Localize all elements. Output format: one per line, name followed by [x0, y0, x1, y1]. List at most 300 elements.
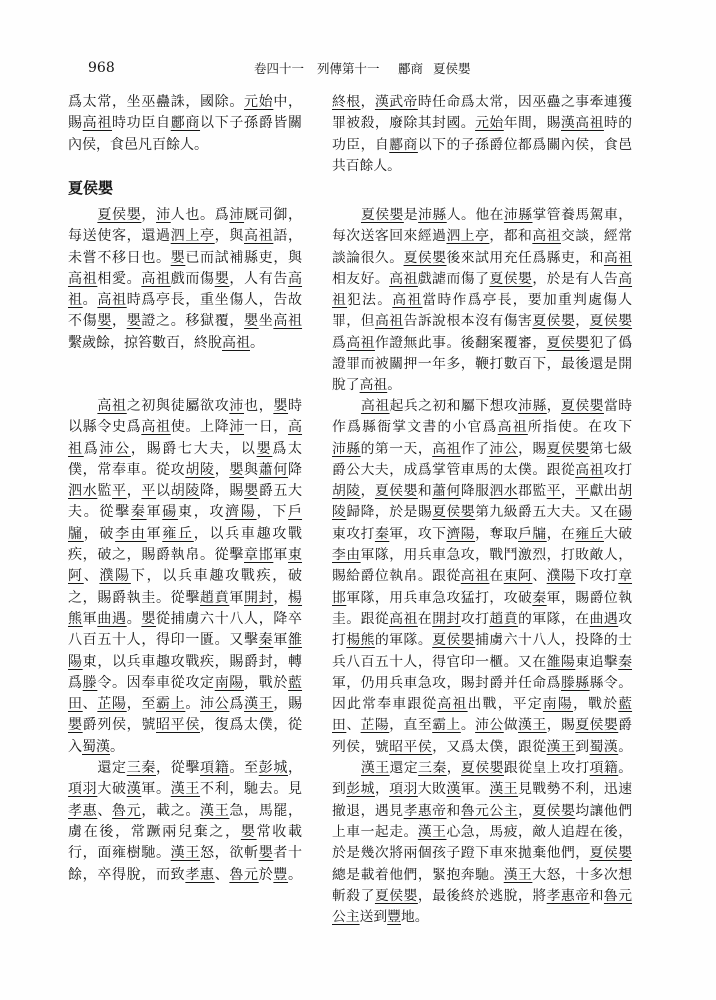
text-run: ，賜: [273, 696, 303, 713]
text-run: 告訴說根本沒有傷害: [403, 313, 533, 330]
proper-name: 夏侯嬰: [374, 887, 418, 904]
proper-name: 高祖: [432, 440, 461, 457]
text-line: [68, 673, 302, 694]
text-run: 到: [332, 781, 347, 798]
text-run: 行，面雍樹馳。: [68, 845, 171, 862]
proper-name: 芷陽: [97, 696, 127, 713]
text-run: ，戰於: [244, 674, 289, 691]
text-run: 時任命爲太常，因巫蠱之事牽連獲: [417, 94, 633, 110]
text-run: 大敗: [417, 781, 447, 798]
proper-name: 高祖: [97, 292, 127, 309]
proper-name: 嬰: [240, 823, 257, 840]
text-run: 起兵之初和屬下想攻: [389, 398, 519, 414]
proper-name: 沛公: [475, 717, 504, 734]
text-run: 軍，仍用兵車急攻，賜封爵并任命爲: [332, 674, 561, 691]
text-block: [332, 205, 632, 397]
text-block: [68, 205, 302, 354]
text-run: 罪，但: [332, 313, 375, 330]
proper-name: 沛縣: [518, 398, 547, 414]
text-run: ，: [446, 760, 462, 777]
proper-name: 陽: [68, 653, 83, 670]
proper-name: 高祖: [389, 610, 418, 627]
text-line: [68, 248, 302, 269]
text-line: [68, 715, 302, 736]
text-run: 軍: [273, 547, 289, 564]
text-line: [332, 481, 632, 502]
text-line: [68, 396, 302, 417]
text-run: 軍。: [141, 781, 171, 798]
text-line: [68, 439, 302, 460]
proper-name: 東阿: [503, 568, 533, 585]
text-run: ，賜爵七大夫，以: [130, 440, 257, 457]
text-run: 戲而傷: [170, 270, 215, 287]
text-line: [332, 113, 632, 134]
text-line: [332, 333, 632, 354]
text-run: 地。: [400, 909, 429, 926]
proper-name: 高祖: [392, 292, 423, 309]
text-line: [68, 630, 302, 651]
proper-name: 田: [332, 717, 347, 734]
text-run: 軍隊，用兵車急攻猛打，攻破: [346, 589, 533, 606]
proper-name: 沛: [229, 398, 245, 414]
text-line: [68, 652, 302, 673]
proper-name: 蜀漢: [82, 738, 110, 755]
text-run: 是: [403, 207, 419, 223]
proper-name: 碭: [162, 504, 179, 521]
text-run: 、: [532, 568, 547, 585]
text-run: 爵: [618, 717, 633, 734]
text-run: 掌管養馬駕車，: [532, 207, 633, 223]
text-run: 因此常奉車跟從: [332, 696, 438, 713]
text-line: [332, 801, 632, 822]
proper-name: 豐: [387, 909, 401, 926]
text-run: 。: [460, 717, 476, 734]
text-run: 心急，馬疲，敵人追趕在後，: [446, 823, 633, 840]
text-run: 見戰勢不利，迅速: [518, 781, 633, 798]
text-run: 。: [618, 760, 633, 777]
text-line: [68, 417, 302, 438]
text-run: 降: [288, 461, 303, 478]
proper-name: 章: [618, 568, 633, 585]
text-run: ，: [360, 483, 375, 500]
proper-name: 昭平侯: [156, 717, 201, 734]
text-run: 監: [97, 483, 113, 500]
text-run: 人。他在: [446, 207, 504, 223]
text-run: 和: [446, 802, 461, 819]
proper-name: 漢: [126, 781, 142, 798]
text-run: ，: [214, 461, 230, 478]
proper-name: 沛公: [200, 696, 230, 713]
text-line: [332, 737, 632, 758]
text-run: 撤退，遇見: [332, 802, 404, 819]
proper-name: 田: [68, 696, 83, 713]
text-run: 第九級爵五大夫。又在: [475, 504, 619, 521]
proper-name: 孝惠帝: [546, 887, 590, 904]
proper-name: 沛: [229, 207, 245, 223]
text-run: ，於是有人告: [532, 270, 619, 287]
text-run: ，人有告: [229, 270, 289, 287]
text-run: 犯了僞: [589, 334, 633, 351]
text-line: [332, 843, 632, 864]
proper-name: 濟陽: [446, 525, 476, 542]
text-line: [332, 886, 632, 907]
proper-name: 嬰: [170, 249, 186, 266]
text-run: ，與: [214, 228, 245, 245]
proper-name: 漢王: [170, 845, 201, 862]
text-run: 急，馬罷，: [229, 802, 303, 819]
classical-text-column: [68, 0, 305, 1000]
proper-name: 沛縣: [418, 207, 447, 223]
proper-name: 夏侯嬰: [589, 845, 633, 862]
proper-name: 嬰: [256, 440, 273, 457]
proper-name: 邯: [332, 589, 347, 606]
text-run: 年間，賜: [503, 115, 561, 132]
proper-name: 高: [288, 419, 303, 436]
text-run: 賜給爵位執帛。跟從: [332, 568, 461, 585]
proper-name: 胡陵: [332, 483, 361, 500]
proper-name: 霸上: [156, 696, 186, 713]
proper-name: 開封: [244, 589, 274, 606]
text-run: 常收載: [256, 823, 303, 840]
text-run: 、: [97, 802, 113, 819]
proper-name: 李由: [332, 547, 361, 564]
proper-name: 孝惠: [185, 866, 215, 883]
text-run: 軍: [82, 610, 98, 627]
text-run: 時的: [603, 115, 633, 132]
text-line: [68, 113, 302, 134]
proper-name: 秦: [374, 525, 390, 542]
text-run: 降，賜: [200, 483, 245, 500]
proper-name: 高祖: [68, 270, 98, 287]
proper-name: 嬰: [258, 845, 274, 862]
text-run: 相愛。: [97, 270, 142, 287]
text-run: ，都和: [489, 228, 533, 245]
proper-name: 高祖: [273, 313, 303, 330]
text-line: [332, 354, 632, 375]
text-run: 所指使。在攻下: [527, 419, 633, 436]
text-run: 下，以兵車趣攻戰疾，破: [130, 568, 303, 585]
text-run: 談論很久。: [332, 249, 404, 266]
proper-name: 沛縣: [332, 440, 361, 457]
text-run: 。至: [229, 760, 259, 777]
text-run: 軍: [273, 632, 289, 649]
text-run: 軍: [146, 504, 163, 521]
text-run: ，奪取: [475, 525, 519, 542]
text-run: 時: [288, 398, 303, 414]
proper-name: 嬰: [214, 270, 230, 287]
proper-name: 項籍: [200, 760, 230, 777]
text-run: ，賜: [518, 440, 547, 457]
proper-name: 沛公: [489, 440, 519, 457]
text-line: [68, 135, 302, 156]
proper-name: 漢王: [503, 866, 533, 883]
text-line: [68, 694, 302, 715]
proper-name: 沛: [229, 419, 245, 436]
text-run: 大怒，十多次想: [532, 866, 633, 883]
text-run: 爵列侯，號: [82, 717, 157, 734]
text-run: 的軍隊。: [374, 632, 433, 649]
proper-name: 高: [618, 270, 633, 287]
proper-name: 孝惠帝: [403, 802, 447, 819]
text-line: [68, 226, 302, 247]
proper-name: 夏侯嬰: [432, 632, 476, 649]
text-run: 與: [244, 461, 259, 478]
text-line: [332, 630, 632, 651]
text-run: 送到: [359, 909, 388, 926]
text-run: 中，: [273, 94, 303, 110]
proper-name: 阿: [68, 568, 84, 585]
proper-name: 滕縣: [560, 674, 590, 691]
text-run: 之，賜爵執圭。從擊: [68, 589, 200, 606]
text-run: 爲太常，坐巫蠱誅，國除。: [68, 94, 244, 110]
text-line: [332, 135, 632, 156]
page-number: 968: [88, 60, 115, 76]
text-run: 以: [156, 483, 171, 500]
text-run: 兵八百五十人，得官印一櫃。又在: [332, 653, 547, 670]
proper-name: 夏侯嬰: [374, 483, 418, 500]
proper-name: 秦: [532, 589, 547, 606]
text-run: 人也。爲: [170, 207, 230, 223]
proper-name: 彭城: [346, 781, 375, 798]
text-run: 和: [589, 887, 604, 904]
text-run: 。: [126, 610, 142, 627]
proper-name: 高祖: [360, 398, 390, 414]
text-line: [68, 524, 302, 545]
text-run: ，下: [256, 504, 289, 521]
proper-name: 泗水: [489, 483, 519, 500]
text-run: 圭。跟從: [332, 610, 390, 627]
proper-name: 滕: [82, 674, 98, 691]
text-run: 語，: [273, 228, 303, 245]
text-run: ，最後終於逃脫，將: [417, 887, 547, 904]
text-run: 未嘗不移日也。: [68, 249, 171, 266]
text-line: [332, 502, 632, 523]
proper-name: 漢王: [546, 738, 576, 755]
proper-name: 泗上亭: [170, 228, 215, 245]
text-run: 到: [575, 738, 590, 755]
text-run: 大破: [603, 525, 633, 542]
text-line: [332, 588, 632, 609]
text-block: [332, 396, 632, 928]
text-run: ，: [273, 589, 289, 606]
text-line: [68, 460, 302, 481]
text-run: 出戰，平定: [467, 696, 543, 713]
text-run: 軍: [229, 589, 245, 606]
proper-name: 公主: [332, 909, 360, 926]
text-run: ，破: [83, 525, 116, 542]
proper-name: 夏侯嬰: [589, 313, 633, 330]
text-run: 當時作爲亭長，要加重判處傷人: [422, 292, 633, 309]
text-run: 犯法。: [347, 292, 393, 309]
proper-name: 戶牖: [518, 525, 547, 542]
text-block: [68, 92, 302, 156]
proper-name: 夏侯嬰: [546, 334, 590, 351]
proper-name: 魯元: [112, 802, 142, 819]
text-line: [332, 524, 632, 545]
proper-name: 漢武帝: [374, 94, 418, 110]
text-run: 之初與徒屬欲攻: [126, 398, 230, 414]
proper-name: 蜀漢: [589, 738, 619, 755]
proper-name: 元始: [475, 115, 504, 132]
section-heading: 夏侯嬰: [68, 179, 114, 197]
text-run: 還定: [389, 760, 419, 777]
text-run: 以下子孫爵皆關: [200, 115, 303, 132]
text-line: [332, 205, 632, 226]
proper-name: 夏侯嬰: [461, 760, 504, 777]
text-line: [68, 269, 302, 290]
proper-name: 戶: [288, 504, 303, 521]
text-run: 於是幾次將兩個孩子蹬下車來拋棄他們，: [332, 845, 590, 862]
text-line: [332, 311, 632, 332]
text-line: [68, 205, 302, 226]
proper-name: 彭城: [258, 760, 289, 777]
proper-name: 楊: [288, 589, 303, 606]
text-line: [332, 375, 632, 396]
proper-name: 夏侯嬰: [532, 313, 576, 330]
text-line: [68, 609, 302, 630]
proper-name: 高祖: [82, 115, 113, 132]
proper-name: 夏侯嬰: [489, 270, 533, 287]
text-run: ，賜: [546, 717, 576, 734]
text-run: 每次送客回來經過: [332, 228, 447, 245]
text-run: ，: [561, 483, 576, 500]
text-run: 東追擊: [575, 653, 619, 670]
proper-name: 陵: [332, 504, 347, 521]
text-run: 繫歲餘，掠笞數百，終脫: [68, 334, 222, 351]
text-run: 已而試補縣吏，與: [185, 249, 303, 266]
proper-name: 嬰: [244, 313, 259, 330]
proper-name: 酈商: [170, 115, 201, 132]
proper-name: 泗上亭: [446, 228, 490, 245]
text-run: ，又爲太僕，跟從: [432, 738, 547, 755]
text-block: [332, 92, 632, 177]
running-head-volume: 卷四十一: [254, 61, 305, 76]
text-run: ，以兵車趣攻戰: [193, 525, 303, 542]
text-run: ，: [518, 802, 533, 819]
proper-name: 魯元: [603, 887, 633, 904]
text-line: [332, 226, 632, 247]
text-run: 下攻打: [575, 568, 619, 585]
text-run: 捕虜六十八人，投降的士: [475, 632, 633, 649]
text-line: [68, 333, 302, 354]
proper-name: 漢王: [417, 823, 447, 840]
text-line: [332, 673, 632, 694]
text-run: 夫。從擊: [68, 504, 131, 521]
text-run: 攻打: [603, 461, 633, 478]
proper-name: 高祖: [460, 568, 490, 585]
proper-name: 胡陵: [170, 483, 201, 500]
proper-name: 秦: [130, 504, 147, 521]
text-run: 大破: [97, 781, 127, 798]
proper-name: 胡: [618, 483, 633, 500]
text-run: 證之。移獄覆，: [141, 313, 245, 330]
text-line: [68, 758, 302, 779]
proper-name: 高祖: [374, 313, 404, 330]
proper-name: 南陽: [542, 696, 574, 713]
text-run: 、: [83, 568, 100, 585]
proper-name: 漢王: [360, 760, 390, 777]
proper-name: 漢王: [170, 781, 201, 798]
proper-name: 牖: [68, 525, 84, 542]
text-run: ，: [141, 207, 157, 223]
proper-name: 魯元公主: [460, 802, 519, 819]
proper-name: 嬰: [126, 313, 142, 330]
text-line: [332, 156, 632, 177]
text-run: 斬殺了: [332, 887, 375, 904]
proper-name: 高祖: [497, 419, 528, 436]
text-line: [68, 822, 302, 843]
proper-name: 高祖: [244, 228, 274, 245]
proper-name: 開封: [432, 610, 461, 627]
text-run: 每送使客，還過: [68, 228, 171, 245]
text-line: [68, 290, 302, 311]
proper-name: 夏侯嬰: [532, 802, 576, 819]
text-line: [332, 694, 632, 715]
text-run: 爲太: [272, 440, 303, 457]
proper-name: 芷陽: [360, 717, 390, 734]
text-line: [332, 439, 632, 460]
text-line: [68, 545, 302, 566]
text-line: [68, 311, 302, 332]
proper-name: 終根: [332, 94, 361, 110]
text-run: 和: [417, 483, 433, 500]
text-run: 八百五十人，得印一匱。又擊: [68, 632, 259, 649]
proper-name: 漢: [446, 781, 461, 798]
text-run: 跟從皇上攻打: [503, 760, 590, 777]
text-line: [332, 566, 632, 587]
proper-name: 秦: [258, 632, 274, 649]
proper-name: 霸上: [432, 717, 461, 734]
proper-name: 三秦: [418, 760, 447, 777]
proper-name: 祖: [68, 440, 84, 457]
proper-name: 項羽: [68, 781, 98, 798]
text-run: 爵公大夫，成爲掌管車馬的太僕。跟從: [332, 461, 576, 478]
text-line: [332, 779, 632, 800]
text-line: [332, 290, 632, 311]
text-run: 均讓他們: [575, 802, 633, 819]
text-run: ，在: [546, 525, 576, 542]
proper-name: 高祖: [575, 461, 604, 478]
text-run: ，: [288, 760, 303, 777]
proper-name: 雍丘: [575, 525, 604, 542]
text-run: 作爲縣衙掌文書的小官爲: [332, 419, 498, 436]
text-run: 獻出: [589, 483, 619, 500]
text-line: [68, 566, 302, 587]
text-line: [68, 92, 302, 113]
proper-name: 漢王: [200, 802, 230, 819]
text-run: 東，以兵車趣攻戰疾，賜爵封，轉: [82, 653, 303, 670]
proper-name: 嬰: [141, 610, 157, 627]
proper-name: 章邯: [244, 547, 274, 564]
text-run: 。: [250, 334, 264, 351]
proper-name: 胡陵: [185, 461, 215, 478]
proper-name: 蕭何: [432, 483, 461, 500]
text-run: 時爲亭長，重坐傷人，告故: [126, 292, 303, 309]
proper-name: 沛公: [99, 440, 131, 457]
text-run: 、: [214, 866, 230, 883]
text-run: 爵五大: [258, 483, 303, 500]
text-run: 從捕虜六十八人，降卒: [156, 610, 303, 627]
proper-name: 嬰: [68, 717, 83, 734]
text-run: 攻: [618, 610, 633, 627]
text-line: [332, 92, 632, 113]
text-line: [68, 481, 302, 502]
text-run: 在: [489, 568, 504, 585]
text-line: [332, 758, 632, 779]
text-run: 、: [346, 717, 361, 734]
proper-name: 雒陽: [546, 653, 576, 670]
text-block: [68, 396, 302, 886]
